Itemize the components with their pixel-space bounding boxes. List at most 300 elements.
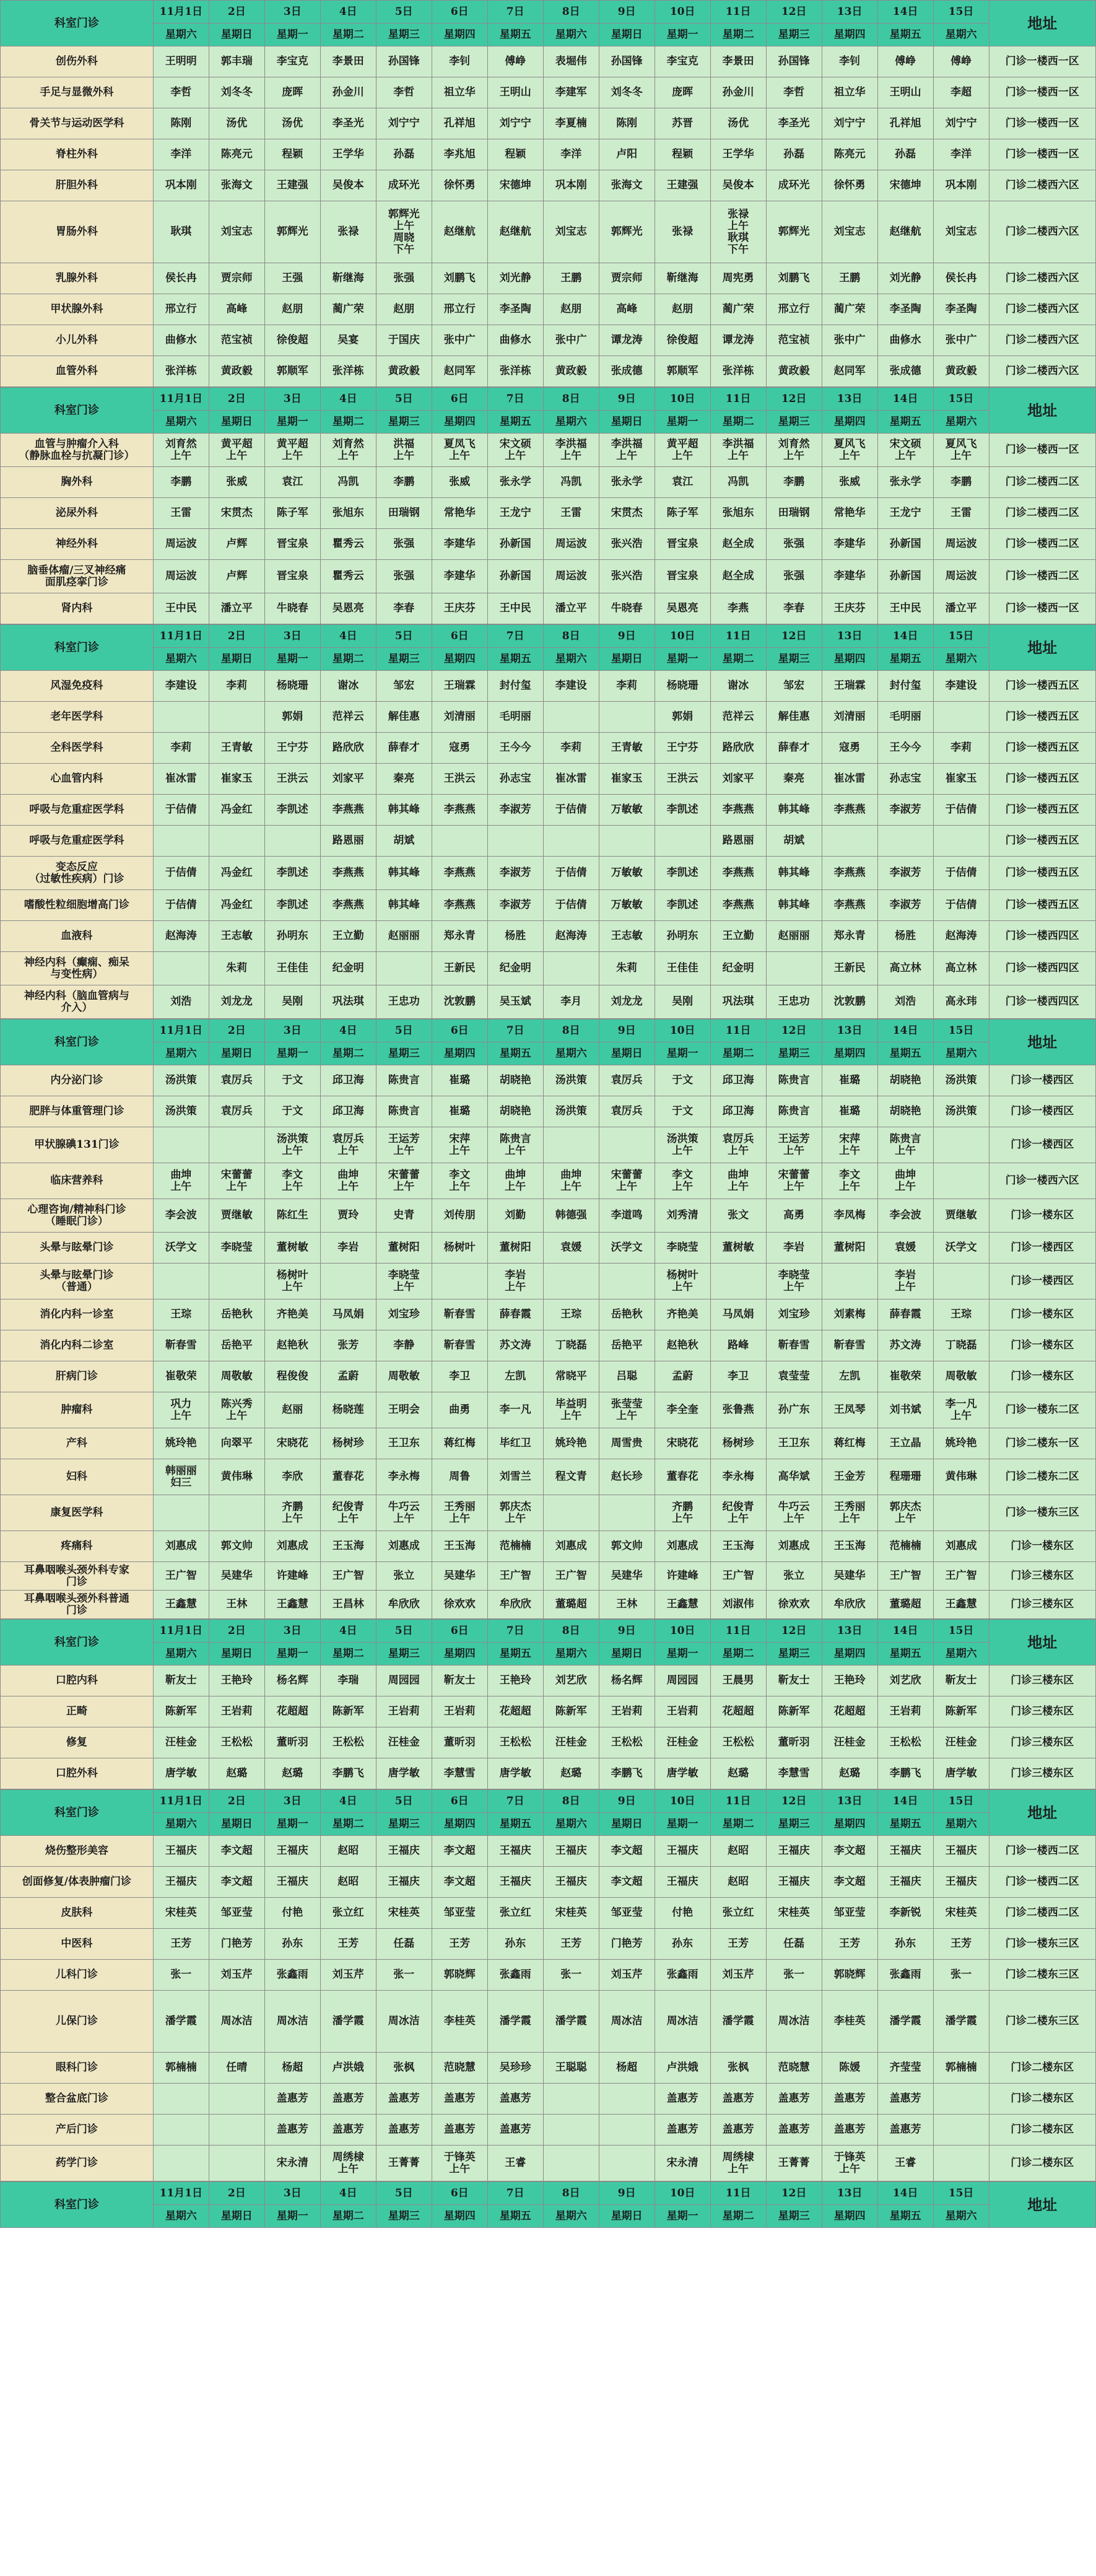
- doctor-cell: 毛明丽: [487, 702, 543, 733]
- doctor-cell: 刘育然 上午: [766, 434, 822, 467]
- doctor-cell: 于文: [264, 1065, 320, 1096]
- department-name: 手足与显微外科: [1, 77, 154, 108]
- doctor-cell: [209, 1495, 264, 1531]
- doctor-cell: 王福庆: [487, 1867, 543, 1898]
- department-name: 神经内科（癫痫、痴呆 与变性病）: [1, 952, 154, 985]
- doctor-cell: 解佳惠: [766, 702, 822, 733]
- doctor-cell: 郭娟: [655, 702, 710, 733]
- header-date: 12日: [766, 1, 822, 24]
- doctor-cell: 邹亚莹: [822, 1898, 877, 1929]
- doctor-cell: [933, 1264, 989, 1299]
- doctor-cell: 李淑芳: [877, 890, 933, 921]
- doctor-cell: 宋桂英: [153, 1898, 209, 1929]
- doctor-cell: 潘学霞: [153, 1991, 209, 2053]
- location-cell: 门诊二楼西六区: [989, 325, 1095, 356]
- doctor-cell: 胡晓艳: [877, 1096, 933, 1127]
- doctor-cell: 王建强: [655, 170, 710, 201]
- header-date: 15日: [933, 625, 989, 648]
- doctor-cell: 左凯: [822, 1361, 877, 1392]
- location-cell: 门诊二楼西二区: [989, 467, 1095, 498]
- doctor-cell: [209, 1127, 264, 1163]
- header-date: 12日: [766, 1790, 822, 1813]
- doctor-cell: 盖惠芳: [376, 2115, 432, 2146]
- doctor-cell: [432, 1264, 487, 1299]
- doctor-cell: 汤优: [710, 108, 766, 139]
- doctor-cell: 张鑫雨: [264, 1960, 320, 1991]
- doctor-cell: 盖惠芳: [710, 2115, 766, 2146]
- doctor-cell: 王强: [264, 263, 320, 294]
- header-date: 12日: [766, 1019, 822, 1042]
- doctor-cell: 程颖: [264, 139, 320, 170]
- header-date: 11日: [710, 1, 766, 24]
- doctor-cell: 董树敏: [710, 1233, 766, 1264]
- doctor-cell: 李文 上午: [655, 1163, 710, 1199]
- doctor-cell: 夏风飞 上午: [822, 434, 877, 467]
- doctor-cell: 赵丽丽: [376, 921, 432, 952]
- doctor-cell: 陈子军: [264, 498, 320, 529]
- doctor-cell: 宋贯杰: [209, 498, 264, 529]
- header-weekday: 星期日: [599, 1042, 655, 1065]
- doctor-cell: 冯金红: [209, 890, 264, 921]
- doctor-cell: 冯金红: [209, 795, 264, 826]
- location-cell: 门诊一楼西一区: [989, 139, 1095, 170]
- doctor-cell: 洪福 上午: [376, 434, 432, 467]
- doctor-cell: [487, 826, 543, 857]
- doctor-cell: 袁厉兵: [209, 1065, 264, 1096]
- schedule-section: [0, 387, 1096, 624]
- doctor-cell: 陈红生: [264, 1199, 320, 1233]
- header-date: 5日: [376, 1019, 432, 1042]
- doctor-cell: 黄伟琳: [209, 1459, 264, 1495]
- doctor-cell: 赵昭: [710, 1867, 766, 1898]
- doctor-cell: 于佶倩: [933, 890, 989, 921]
- header-weekday: 星期二: [710, 411, 766, 434]
- doctor-cell: 王雷: [153, 498, 209, 529]
- doctor-cell: 张鲁燕: [710, 1392, 766, 1428]
- doctor-cell: 耿琪: [153, 201, 209, 263]
- doctor-cell: 汤优: [264, 108, 320, 139]
- header-weekday: 星期日: [209, 648, 264, 671]
- doctor-cell: 周运波: [543, 529, 599, 560]
- doctor-cell: [933, 1127, 989, 1163]
- doctor-cell: 薛春霞: [487, 1299, 543, 1330]
- header-date: 4日: [320, 1790, 376, 1813]
- department-name: 口腔内科: [1, 1666, 154, 1696]
- header-weekday: 星期一: [264, 1813, 320, 1836]
- doctor-cell: 巩力 上午: [153, 1392, 209, 1428]
- department-name: 药学门诊: [1, 2146, 154, 2181]
- doctor-cell: 孙新国: [487, 529, 543, 560]
- header-weekday: 星期日: [599, 1813, 655, 1836]
- header-weekday: 星期二: [710, 2205, 766, 2228]
- doctor-cell: 陈新军: [543, 1696, 599, 1727]
- header-date: 8日: [543, 1019, 599, 1042]
- doctor-cell: 卢辉: [209, 529, 264, 560]
- doctor-cell: 盖惠芳: [432, 2084, 487, 2115]
- doctor-cell: 黄政毅: [209, 356, 264, 387]
- doctor-cell: 王广智: [320, 1562, 376, 1591]
- doctor-cell: 曲坤 上午: [320, 1163, 376, 1199]
- doctor-cell: 汤洪策 上午: [655, 1127, 710, 1163]
- doctor-cell: 汤洪策: [543, 1065, 599, 1096]
- doctor-cell: 王广智: [543, 1562, 599, 1591]
- header-weekday: 星期日: [209, 1643, 264, 1666]
- doctor-cell: 李燕燕: [432, 857, 487, 890]
- header-date: 14日: [877, 625, 933, 648]
- doctor-cell: 崔家玉: [209, 764, 264, 795]
- doctor-cell: 靳继海: [320, 263, 376, 294]
- header-weekday: 星期日: [209, 1813, 264, 1836]
- doctor-cell: 黄政毅: [376, 356, 432, 387]
- header-weekday: 星期日: [599, 1643, 655, 1666]
- doctor-cell: 李燕燕: [822, 795, 877, 826]
- doctor-cell: 宋蕾蕾 上午: [599, 1163, 655, 1199]
- doctor-cell: 周绣棣 上午: [710, 2146, 766, 2181]
- doctor-cell: 周运波: [153, 560, 209, 593]
- doctor-cell: 郭楠楠: [933, 2053, 989, 2084]
- header-date: 14日: [877, 1, 933, 24]
- doctor-cell: 李永梅: [710, 1459, 766, 1495]
- header-address-label: 地址: [989, 1620, 1095, 1666]
- doctor-cell: 程珊珊: [877, 1459, 933, 1495]
- header-date: 5日: [376, 625, 432, 648]
- header-weekday-row: [1, 24, 1096, 46]
- header-weekday: 星期一: [655, 24, 710, 46]
- doctor-cell: [877, 826, 933, 857]
- doctor-cell: 邹亚莹: [432, 1898, 487, 1929]
- header-weekday: 星期六: [543, 2205, 599, 2228]
- doctor-cell: 刘冬冬: [209, 77, 264, 108]
- header-weekday: 星期五: [877, 1813, 933, 1836]
- doctor-cell: 刘素梅: [822, 1299, 877, 1330]
- doctor-cell: 卢洪娥: [320, 2053, 376, 2084]
- department-name: 耳鼻咽喉头颈外科专家 门诊: [1, 1562, 154, 1591]
- doctor-cell: 盖惠芳: [766, 2115, 822, 2146]
- doctor-cell: 祖立华: [822, 77, 877, 108]
- doctor-cell: 李圣陶: [933, 294, 989, 325]
- doctor-cell: 靳春雪: [432, 1330, 487, 1361]
- department-name: 康复医学科: [1, 1495, 154, 1531]
- header-weekday: 星期六: [933, 648, 989, 671]
- doctor-cell: 王今今: [877, 733, 933, 764]
- header-date: 15日: [933, 1, 989, 24]
- doctor-cell: 刘淑伟: [710, 1591, 766, 1619]
- doctor-cell: 孙东: [264, 1929, 320, 1960]
- doctor-cell: 李全奎: [655, 1392, 710, 1428]
- location-cell: 门诊二楼西六区: [989, 356, 1095, 387]
- location-cell: 门诊二楼西六区: [989, 170, 1095, 201]
- doctor-cell: 李晓莹: [209, 1233, 264, 1264]
- doctor-cell: 孔祥旭: [432, 108, 487, 139]
- doctor-cell: 贾玲: [320, 1199, 376, 1233]
- header-date: 12日: [766, 625, 822, 648]
- doctor-cell: 王松松: [710, 1727, 766, 1758]
- doctor-cell: 张莹莹 上午: [599, 1392, 655, 1428]
- doctor-cell: 张中广: [822, 325, 877, 356]
- table-row: [1, 467, 1096, 498]
- table-row: [1, 77, 1096, 108]
- doctor-cell: 宋蕾蕾 上午: [376, 1163, 432, 1199]
- doctor-cell: 孙国锋: [599, 46, 655, 77]
- location-cell: 门诊二楼东二区: [989, 1459, 1095, 1495]
- doctor-cell: [599, 702, 655, 733]
- doctor-cell: 刘宁宁: [933, 108, 989, 139]
- doctor-cell: 毕红卫: [487, 1428, 543, 1459]
- header-weekday: 星期四: [822, 1643, 877, 1666]
- doctor-cell: 史青: [376, 1199, 432, 1233]
- doctor-cell: 丁晓磊: [933, 1330, 989, 1361]
- doctor-cell: 周绣棣 上午: [320, 2146, 376, 2181]
- location-cell: 门诊二楼东区: [989, 2115, 1095, 2146]
- doctor-cell: 杨名辉: [264, 1666, 320, 1696]
- doctor-cell: 李道鸣: [599, 1199, 655, 1233]
- doctor-cell: 张成德: [877, 356, 933, 387]
- doctor-cell: 曲修水: [153, 325, 209, 356]
- doctor-cell: 高永玮: [933, 985, 989, 1019]
- doctor-cell: 赵璐: [710, 1758, 766, 1789]
- header-date: 7日: [487, 1790, 543, 1813]
- doctor-cell: 汪桂金: [655, 1727, 710, 1758]
- department-name: 消化内科一诊室: [1, 1299, 154, 1330]
- doctor-cell: 赵海涛: [933, 921, 989, 952]
- doctor-cell: 潘学霞: [487, 1991, 543, 2053]
- header-weekday: 星期二: [710, 1643, 766, 1666]
- doctor-cell: 王福庆: [933, 1836, 989, 1867]
- doctor-cell: 沈敦鹏: [432, 985, 487, 1019]
- doctor-cell: 王新民: [822, 952, 877, 985]
- header-date: 5日: [376, 2182, 432, 2205]
- header-date: 6日: [432, 1620, 487, 1643]
- table-row: [1, 1727, 1096, 1758]
- table-row: [1, 1929, 1096, 1960]
- header-weekday: 星期日: [599, 411, 655, 434]
- doctor-cell: 宋晓花: [264, 1428, 320, 1459]
- doctor-cell: 王芳: [432, 1929, 487, 1960]
- doctor-cell: 王晨男: [710, 1666, 766, 1696]
- doctor-cell: 李洋: [933, 139, 989, 170]
- doctor-cell: [209, 2084, 264, 2115]
- doctor-cell: [153, 952, 209, 985]
- doctor-cell: 张立红: [320, 1898, 376, 1929]
- doctor-cell: 岳艳平: [209, 1330, 264, 1361]
- doctor-cell: 汤洪策: [543, 1096, 599, 1127]
- department-name: 肿瘤科: [1, 1392, 154, 1428]
- location-cell: 门诊一楼西二区: [989, 1836, 1095, 1867]
- doctor-cell: 王福庆: [543, 1836, 599, 1867]
- doctor-cell: [710, 1264, 766, 1299]
- doctor-cell: 孙新国: [877, 529, 933, 560]
- location-cell: 门诊二楼西二区: [989, 1898, 1095, 1929]
- header-date: 7日: [487, 625, 543, 648]
- doctor-cell: 王中民: [153, 593, 209, 624]
- doctor-cell: 盖惠芳: [487, 2084, 543, 2115]
- doctor-cell: 王松松: [877, 1727, 933, 1758]
- doctor-cell: 张海文: [209, 170, 264, 201]
- header-date: 10日: [655, 1620, 710, 1643]
- doctor-cell: [543, 1264, 599, 1299]
- table-row: [1, 2084, 1096, 2115]
- table-row: [1, 434, 1096, 467]
- doctor-cell: 靳春雪: [432, 1299, 487, 1330]
- doctor-cell: 范晓慧: [432, 2053, 487, 2084]
- doctor-cell: 周冰洁: [766, 1991, 822, 2053]
- doctor-cell: 王玉海: [710, 1531, 766, 1562]
- location-cell: 门诊一楼西四区: [989, 985, 1095, 1019]
- doctor-cell: 孙志宝: [487, 764, 543, 795]
- doctor-cell: 刘育然 上午: [320, 434, 376, 467]
- doctor-cell: 陈新军: [766, 1696, 822, 1727]
- doctor-cell: 薛春霞: [877, 1299, 933, 1330]
- doctor-cell: 黄平超 上午: [209, 434, 264, 467]
- doctor-cell: 张一: [376, 1960, 432, 1991]
- doctor-cell: 郭娟: [264, 702, 320, 733]
- department-name: 头晕与眩晕门诊 （普通）: [1, 1264, 154, 1299]
- department-name: 变态反应 （过敏性疾病）门诊: [1, 857, 154, 890]
- doctor-cell: [933, 2146, 989, 2181]
- doctor-cell: 潘学霞: [877, 1991, 933, 2053]
- location-cell: 门诊一楼西区: [989, 1096, 1095, 1127]
- doctor-cell: 蔺广荣: [822, 294, 877, 325]
- header-date: 3日: [264, 388, 320, 411]
- department-name: 血管外科: [1, 356, 154, 387]
- doctor-cell: 任晴: [209, 2053, 264, 2084]
- table-row: [1, 1960, 1096, 1991]
- doctor-cell: [599, 1127, 655, 1163]
- department-name: 嗜酸性粒细胞增高门诊: [1, 890, 154, 921]
- doctor-cell: 许建峰: [655, 1562, 710, 1591]
- doctor-cell: 郭庆杰 上午: [487, 1495, 543, 1531]
- doctor-cell: 李建华: [822, 529, 877, 560]
- doctor-cell: 陈贵言 上午: [487, 1127, 543, 1163]
- department-name: 烧伤整形美容: [1, 1836, 154, 1867]
- header-weekday: 星期一: [655, 1643, 710, 1666]
- doctor-cell: 李一凡: [487, 1392, 543, 1428]
- doctor-cell: [599, 2084, 655, 2115]
- department-name: 产科: [1, 1428, 154, 1459]
- doctor-cell: 王瑞霖: [822, 671, 877, 702]
- doctor-cell: 孙国锋: [376, 46, 432, 77]
- doctor-cell: 王福庆: [655, 1867, 710, 1898]
- doctor-cell: [153, 702, 209, 733]
- header-weekday: 星期六: [543, 411, 599, 434]
- header-weekday-row: [1, 648, 1096, 671]
- doctor-cell: 靳友士: [933, 1666, 989, 1696]
- header-weekday: 星期六: [153, 1643, 209, 1666]
- doctor-cell: 王龙宁: [877, 498, 933, 529]
- department-name: 肝胆外科: [1, 170, 154, 201]
- doctor-cell: 寇勇: [822, 733, 877, 764]
- header-date: 11日: [710, 2182, 766, 2205]
- location-cell: 门诊一楼西区: [989, 1233, 1095, 1264]
- doctor-cell: 刘清丽: [432, 702, 487, 733]
- doctor-cell: 王菁菁: [766, 2146, 822, 2181]
- header-date: 2日: [209, 1790, 264, 1813]
- doctor-cell: 刘惠成: [655, 1531, 710, 1562]
- doctor-cell: 巩本刚: [153, 170, 209, 201]
- department-name: 血管与肿瘤介入科 （静脉血栓与抗凝门诊）: [1, 434, 154, 467]
- header-address-label: 地址: [989, 1, 1095, 46]
- location-cell: 门诊二楼东三区: [989, 1960, 1095, 1991]
- doctor-cell: 王福庆: [376, 1836, 432, 1867]
- doctor-cell: [543, 702, 599, 733]
- doctor-cell: 刘惠成: [933, 1531, 989, 1562]
- doctor-cell: 靳春雪: [822, 1330, 877, 1361]
- doctor-cell: 王芳: [543, 1929, 599, 1960]
- location-cell: 门诊一楼西区: [989, 1264, 1095, 1299]
- table-row: [1, 733, 1096, 764]
- doctor-cell: 张成德: [599, 356, 655, 387]
- doctor-cell: 吕聪: [599, 1361, 655, 1392]
- doctor-cell: 陈贵言: [376, 1096, 432, 1127]
- doctor-cell: 袁莹莹: [766, 1361, 822, 1392]
- header-date: 12日: [766, 2182, 822, 2205]
- doctor-cell: 李超: [933, 77, 989, 108]
- doctor-cell: 崔璐: [432, 1096, 487, 1127]
- header-weekday: 星期四: [822, 2205, 877, 2228]
- doctor-cell: 王志敏: [209, 921, 264, 952]
- header-date: 11月1日: [153, 1019, 209, 1042]
- doctor-cell: 李圣光: [766, 108, 822, 139]
- doctor-cell: 万敏敏: [599, 857, 655, 890]
- doctor-cell: 邢立行: [432, 294, 487, 325]
- doctor-cell: 曲坤 上午: [153, 1163, 209, 1199]
- doctor-cell: 牛晓春: [599, 593, 655, 624]
- header-weekday: 星期三: [766, 24, 822, 46]
- header-room-label: 科室门诊: [1, 2182, 154, 2228]
- location-cell: 门诊二楼西六区: [989, 263, 1095, 294]
- doctor-cell: 赵长珍: [599, 1459, 655, 1495]
- doctor-cell: 王卫东: [376, 1428, 432, 1459]
- table-row: [1, 1696, 1096, 1727]
- doctor-cell: 苏晋: [655, 108, 710, 139]
- department-name: 血液科: [1, 921, 154, 952]
- header-date: 13日: [822, 388, 877, 411]
- doctor-cell: 李莉: [543, 733, 599, 764]
- doctor-cell: [933, 702, 989, 733]
- doctor-cell: 张威: [822, 467, 877, 498]
- table-row: [1, 108, 1096, 139]
- doctor-cell: 张禄 上午 耿琪 下午: [710, 201, 766, 263]
- doctor-cell: 靳友士: [766, 1666, 822, 1696]
- doctor-cell: 李鹏飞: [599, 1758, 655, 1789]
- doctor-cell: 董树敏: [264, 1233, 320, 1264]
- doctor-cell: 范晓慧: [766, 2053, 822, 2084]
- doctor-cell: 于文: [655, 1065, 710, 1096]
- doctor-cell: 王洪云: [264, 764, 320, 795]
- doctor-cell: 吴刚: [264, 985, 320, 1019]
- table-row: [1, 1836, 1096, 1867]
- header-weekday-row: [1, 2205, 1096, 2228]
- doctor-cell: 郭楠楠: [153, 2053, 209, 2084]
- doctor-cell: 陈新军: [153, 1696, 209, 1727]
- header-date: 13日: [822, 1019, 877, 1042]
- doctor-cell: 徐俊超: [264, 325, 320, 356]
- header-weekday: 星期五: [877, 411, 933, 434]
- header-date: 9日: [599, 1620, 655, 1643]
- doctor-cell: 潘学霞: [543, 1991, 599, 2053]
- doctor-cell: 张海文: [599, 170, 655, 201]
- doctor-cell: 张威: [209, 467, 264, 498]
- doctor-cell: 黄政毅: [543, 356, 599, 387]
- header-date: 3日: [264, 2182, 320, 2205]
- location-cell: 门诊三楼东区: [989, 1666, 1095, 1696]
- doctor-cell: 牟欣欣: [376, 1591, 432, 1619]
- doctor-cell: 王忠功: [766, 985, 822, 1019]
- doctor-cell: 邹亚莹: [599, 1898, 655, 1929]
- doctor-cell: 路峰: [710, 1330, 766, 1361]
- doctor-cell: 于佶倩: [153, 857, 209, 890]
- doctor-cell: 王菁菁: [376, 2146, 432, 2181]
